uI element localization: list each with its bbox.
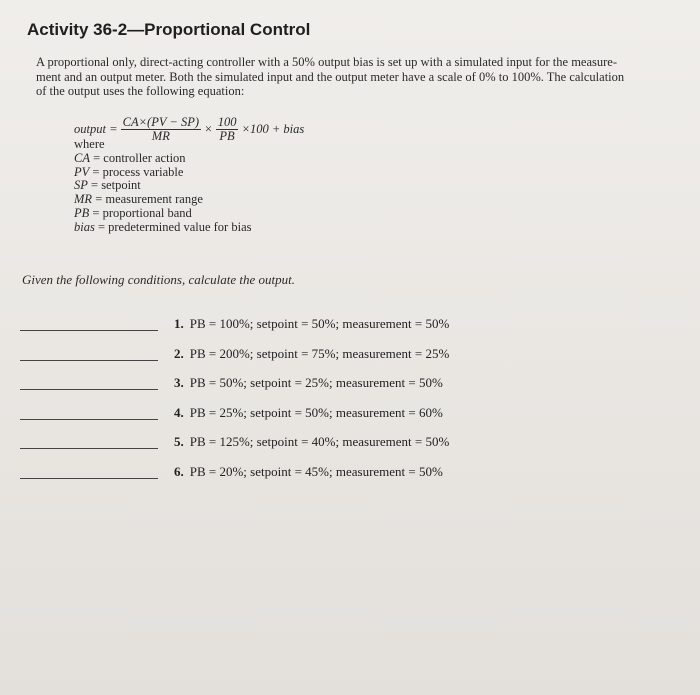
intro-line-3: of the output uses the following equation: <box>36 84 245 98</box>
definition-text: = controller action <box>89 150 186 165</box>
answer-blank[interactable] <box>20 389 158 390</box>
equation-tail: ×100 + bias <box>241 122 305 136</box>
definition-symbol: PB <box>74 205 90 220</box>
problem-row <box>20 434 660 464</box>
fraction-gain-numerator: 100 <box>217 115 237 129</box>
answer-blank[interactable] <box>20 478 158 479</box>
problem-conditions: PB = 50%; setpoint = 25%; measurement = 50% <box>189 375 443 390</box>
problem-conditions: PB = 25%; setpoint = 50%; measurement = 60% <box>189 404 443 420</box>
problem-row <box>20 464 660 494</box>
problem-row <box>20 375 660 405</box>
answer-blank[interactable] <box>20 419 158 420</box>
problem-conditions: PB = 100%; setpoint = 50%; measurement = 50% <box>189 316 450 331</box>
answer-blank[interactable] <box>20 360 158 361</box>
definitions-list <box>74 138 251 235</box>
problem-list <box>20 316 660 493</box>
definition-text: = measurement range <box>92 192 203 207</box>
fraction-gain-denominator: PB <box>219 129 235 143</box>
problem-text <box>174 464 443 480</box>
problem-text <box>174 434 449 450</box>
problem-number: 3. <box>174 375 184 390</box>
answer-blank[interactable] <box>20 330 158 331</box>
answer-blank[interactable] <box>20 448 158 449</box>
definition-text: = proportional band <box>89 205 192 220</box>
problem-row <box>20 346 660 376</box>
problem-number: 1. <box>174 316 184 331</box>
definition-symbol: SP <box>74 178 88 193</box>
definition-symbol: MR <box>74 192 93 207</box>
problem-number: 6. <box>174 463 184 479</box>
definition-symbol: PV <box>74 164 90 179</box>
intro-line-1: A proportional only, direct-acting controller with a 50% output bias is set up with a simulated input for the measure- <box>36 55 617 69</box>
definition-item <box>74 193 251 207</box>
problem-text <box>174 346 449 362</box>
problem-number: 4. <box>174 404 184 420</box>
problem-row <box>20 316 660 346</box>
definition-item <box>74 179 251 193</box>
equation-lhs: output = <box>74 122 118 136</box>
equation-times: × <box>204 122 213 136</box>
activity-title: Activity 36-2—Proportional Control <box>27 20 311 39</box>
intro-line-2: ment and an output meter. Both the simulated input and the output meter have a scale of 0% to 100%. The calculation <box>36 69 625 84</box>
definition-symbol: CA <box>74 150 90 165</box>
problem-number: 2. <box>174 345 184 361</box>
problem-text <box>174 405 443 421</box>
problem-conditions: PB = 125%; setpoint = 40%; measurement = 50% <box>189 434 450 449</box>
problem-number: 5. <box>174 434 184 449</box>
definition-text: = setpoint <box>87 178 141 193</box>
problem-row <box>20 405 660 435</box>
definition-symbol: bias <box>74 219 95 234</box>
intro-paragraph <box>36 55 676 99</box>
fraction-error-numerator: CA×(PV − SP) <box>122 115 199 129</box>
definition-item <box>74 152 251 166</box>
problem-conditions: PB = 200%; setpoint = 75%; measurement = 25% <box>189 345 450 361</box>
definition-item <box>74 221 251 235</box>
problem-conditions: PB = 20%; setpoint = 45%; measurement = 50% <box>189 463 443 479</box>
definition-text: = predetermined value for bias <box>94 219 252 234</box>
definition-item <box>74 166 251 180</box>
definition-text: = process variable <box>89 164 184 179</box>
fraction-error-denominator: MR <box>151 129 170 143</box>
given-instruction: Given the following conditions, calculate the output. <box>22 272 295 287</box>
where-label: where <box>74 137 105 151</box>
definition-item <box>74 207 251 221</box>
problem-text <box>174 316 449 332</box>
problem-text <box>174 375 443 391</box>
